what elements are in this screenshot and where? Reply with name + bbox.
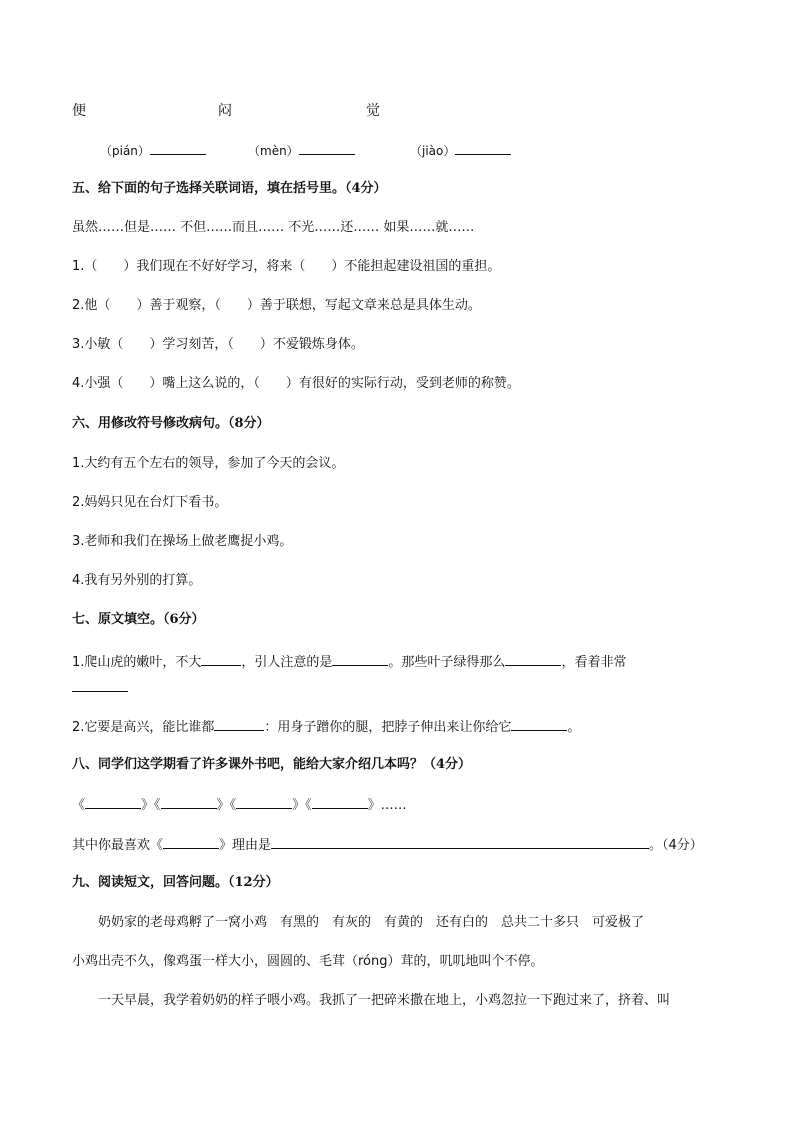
section-7-heading: 七、原文填空。（6分） — [72, 612, 205, 627]
question-7-1-cont — [72, 678, 128, 698]
section-5-heading: 五、给下面的句子选择关联词语，填在括号里。（4分） — [72, 181, 387, 196]
question-5-2: 2.他（ ）善于观察，（ ）善于联想，写起文章来总是具体生动。 — [72, 298, 481, 313]
pinyin-blank-2: （mèn） — [248, 141, 355, 159]
pinyin-blank-3: （jiào） — [410, 141, 511, 159]
conjunction-options: 虽然……但是…… 不但……而且…… 不光……还…… 如果……就…… — [72, 220, 475, 235]
section-9-heading: 九、阅读短文，回答问题。（12分） — [72, 875, 279, 890]
book-blank[interactable] — [161, 795, 217, 809]
question-5-1: 1.（ ）我们现在不好好学习，将来（ ）不能担起建设祖国的重担。 — [72, 259, 501, 274]
section-6-heading: 六、用修改符号修改病句。（8分） — [72, 416, 270, 431]
answer-blank[interactable] — [299, 141, 355, 155]
passage-paragraph-1: 奶奶家的老母鸡孵了一窝小鸡 有黑的 有灰的 有黄的 还有白的 总共二十多只 可爱极了 — [98, 915, 645, 930]
char-men: 闷 — [218, 103, 232, 119]
answer-blank[interactable] — [332, 652, 388, 666]
answer-blank[interactable] — [455, 141, 511, 155]
section-8-heading: 八、同学们这学期看了许多课外书吧，能给大家介绍几本吗？（4分） — [72, 757, 472, 772]
question-5-3: 3.小敏（ ）学习刻苦，（ ）不爱锻炼身体。 — [72, 337, 364, 352]
book-blank[interactable] — [236, 795, 292, 809]
answer-blank[interactable] — [150, 141, 206, 155]
answer-blank[interactable] — [214, 717, 264, 731]
book-list-line: 《 》《 》《 》《 》…… — [72, 795, 407, 815]
question-6-1: 1.大约有五个左右的领导，参加了今天的会议。 — [72, 456, 345, 471]
answer-blank[interactable] — [72, 678, 128, 692]
reason-blank[interactable] — [271, 835, 649, 849]
book-blank[interactable] — [85, 795, 141, 809]
book-blank[interactable] — [312, 795, 368, 809]
favorite-book-blank[interactable] — [163, 835, 219, 849]
passage-paragraph-1-cont: 小鸡出壳不久，像鸡蛋一样大小，圆圆的、毛茸（róng）茸的，叽叽地叫个不停。 — [72, 954, 544, 969]
question-6-4: 4.我有另外别的打算。 — [72, 573, 202, 588]
question-7-1: 1.爬山虎的嫩叶，不大 ，引人注意的是 。那些叶子绿得那么 ，看着非常 — [72, 652, 626, 672]
passage-paragraph-2: 一天早晨，我学着奶奶的样子喂小鸡。我抓了一把碎米撒在地上，小鸡忽拉一下跑过来了，挤着、叫 — [98, 993, 671, 1008]
answer-blank[interactable] — [505, 652, 561, 666]
question-5-4: 4.小强（ ）嘴上这么说的，（ ）有很好的实际行动，受到老师的称赞。 — [72, 376, 520, 391]
pinyin-blank-1: （pián） — [100, 141, 206, 159]
favorite-book-line: 其中你最喜欢《 》理由是 。（4分） — [72, 835, 703, 855]
question-6-2: 2.妈妈只见在台灯下看书。 — [72, 495, 228, 510]
char-bian: 便 — [72, 103, 86, 119]
answer-blank[interactable] — [511, 717, 567, 731]
question-7-2: 2.它要是高兴，能比谁都 ：用身子蹭你的腿，把脖子伸出来让你给它 。 — [72, 717, 580, 737]
char-jue: 觉 — [366, 103, 380, 119]
answer-blank[interactable] — [201, 652, 241, 666]
question-6-3: 3.老师和我们在操场上做老鹰捉小鸡。 — [72, 534, 293, 549]
